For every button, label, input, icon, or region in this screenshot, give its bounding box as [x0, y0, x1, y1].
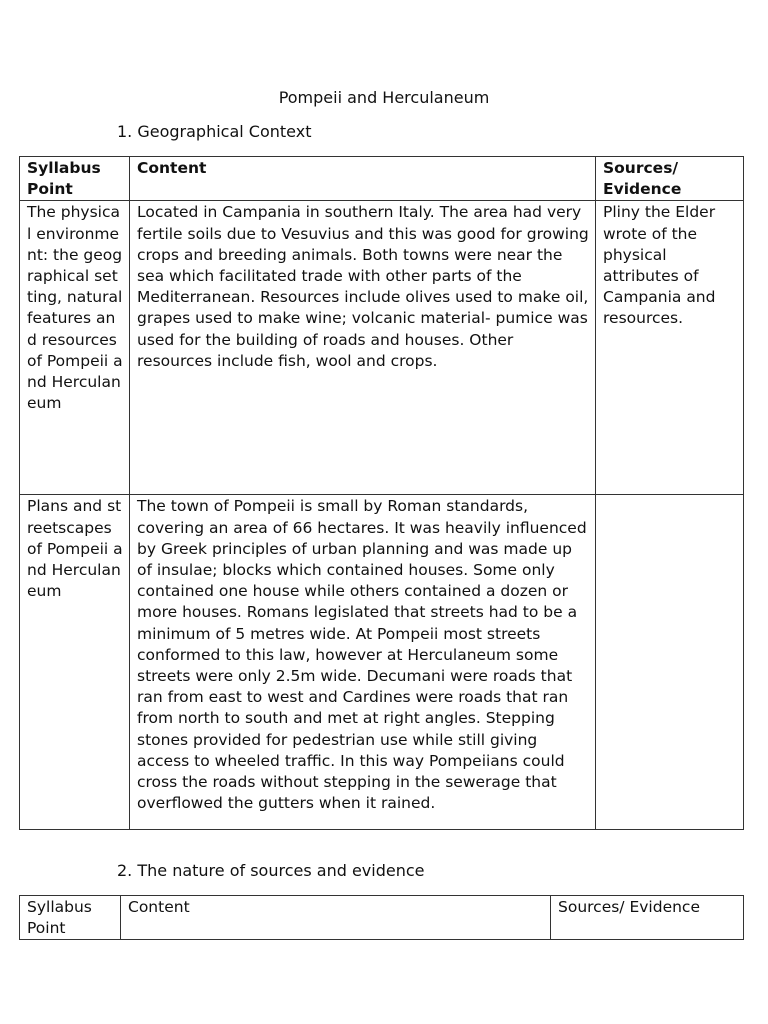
section-heading-sources-evidence: 2. The nature of sources and evidence — [117, 861, 425, 880]
syllabus-point-cell: Plans and streetscapes of Pompeii and Herculaneum — [20, 495, 130, 830]
document-title: Pompeii and Herculaneum — [278, 88, 490, 107]
geographical-context-table — [19, 156, 744, 830]
table-header-row — [20, 157, 744, 201]
header-sources-evidence: Sources/ Evidence — [596, 157, 744, 201]
content-cell: Located in Campania in southern Italy. The area had very fertile soils due to Vesuvius and this was good for growing crops and breeding animals. Both towns were near the sea which facilitated trade with other parts of the Mediterranean. Resources include olives used to make oil, grapes used to make wine; volcanic material- pumice was used for the building of roads and houses. Other resources include fish, wool and crops. — [130, 201, 596, 495]
content-cell: The town of Pompeii is small by Roman standards, covering an area of 66 hectares. It was heavily influenced by Greek principles of urban planning and was made up of insulae; blocks which contained houses. Some only contained one house while others contained a dozen or more houses. Romans legislated that streets had to be a minimum of 5 metres wide. At Pompeii most streets conformed to this law, however at Herculaneum some streets were only 2.5m wide. Decumani were roads that ran from east to west and Cardines were roads that ran from north to south and met at right angles. Stepping stones provided for pedestrian use while still giving access to wheeled traffic. In this way Pompeiians could cross the roads without stepping in the sewerage that overflowed the gutters when it rained. — [130, 495, 596, 830]
header-sources-evidence: Sources/ Evidence — [551, 896, 744, 940]
header-syllabus-point: Syllabus Point — [20, 157, 130, 201]
sources-cell: Pliny the Elder wrote of the physical attributes of Campania and resources. — [596, 201, 744, 495]
header-syllabus-point: Syllabus Point — [20, 896, 121, 940]
table-row — [20, 495, 744, 830]
header-content: Content — [130, 157, 596, 201]
header-content: Content — [121, 896, 551, 940]
syllabus-point-cell: The physical environment: the geographical setting, natural features and resources of Pompeii and Herculaneum — [20, 201, 130, 495]
sources-evidence-table — [19, 895, 744, 940]
table-header-row — [20, 896, 744, 940]
table-row — [20, 201, 744, 495]
sources-cell — [596, 495, 744, 830]
section-heading-geographical-context: 1. Geographical Context — [117, 122, 312, 141]
